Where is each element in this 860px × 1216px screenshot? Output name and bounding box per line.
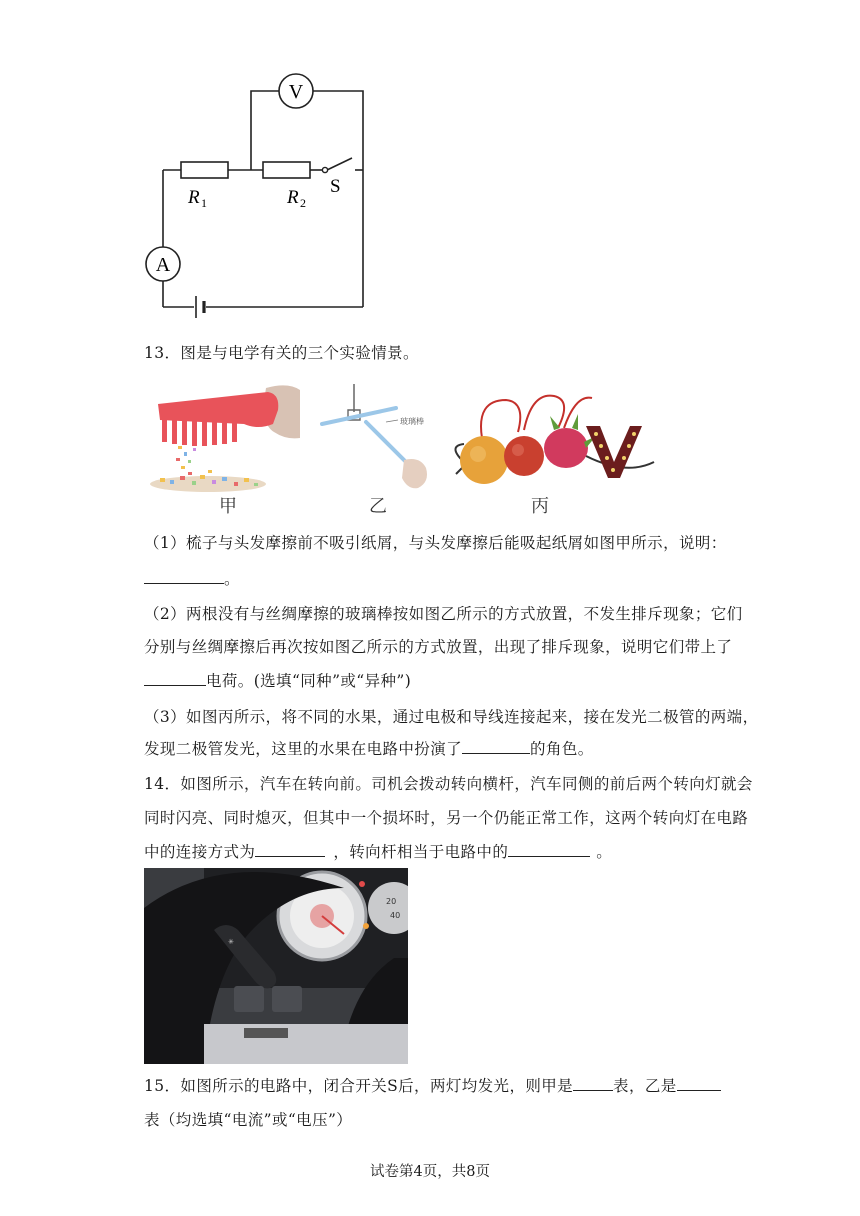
glass-rod-label: 玻璃棒 (400, 417, 424, 426)
svg-text:✳: ✳ (228, 938, 234, 946)
answer-blank[interactable] (144, 671, 206, 686)
figure-label-yi: 乙 (369, 496, 387, 517)
q13-part3-text: 发现二极管发光，这里的水果在电路中扮演了 (144, 740, 463, 758)
resistor-r1 (181, 162, 228, 178)
r1-subscript: 1 (201, 196, 207, 210)
q15-text-b: 表，乙是 (613, 1077, 677, 1095)
answer-blank[interactable] (144, 569, 224, 584)
answer-blank[interactable] (677, 1076, 721, 1091)
q13-part2-end: 电荷。(选填“同种”或“异种”) (206, 672, 412, 690)
answer-blank[interactable] (255, 842, 325, 857)
r2-subscript: 2 (300, 196, 306, 210)
q13-part2-line1: （2）两根没有与丝绸摩擦的玻璃棒按如图乙所示的方式放置，不发生排斥现象；它们 (144, 605, 743, 623)
q15-text-a: 15．如图所示的电路中，闭合开关S后，两灯均发光，则甲是 (144, 1077, 574, 1095)
q14-text-c: 。 (596, 843, 613, 861)
resistor-r2 (263, 162, 310, 178)
comb-paper-figure (148, 380, 300, 492)
figure-label-bing: 丙 (531, 496, 549, 517)
q13-part3-line2 (144, 739, 594, 759)
q13-part1-end: 。 (224, 570, 240, 588)
q14-text-a: 中的连接方式为 (144, 843, 256, 861)
q13-part2-line3 (144, 671, 411, 691)
q13-part1-line2 (144, 569, 240, 589)
q13-part3-line1: （3）如图丙所示，将不同的水果，通过电极和导线连接起来，接在发光二极管的两端， (144, 708, 759, 726)
q13-stem: 13．图是与电学有关的三个实验情景。 (144, 344, 419, 362)
q15-line2: 表（均选填“电流”或“电压”） (144, 1111, 353, 1129)
q13-part1-line1: （1）梳子与头发摩擦前不吸引纸屑，与头发摩擦后能吸起纸屑如图甲所示，说明： (144, 534, 727, 552)
q13-part3-end: 的角色。 (530, 740, 594, 758)
fruit-battery-figure (436, 386, 658, 490)
q14-line3 (144, 842, 612, 862)
gauge-number-bottom: 40 (390, 911, 401, 920)
answer-blank[interactable] (462, 739, 530, 754)
q13-part2-line2: 分别与丝绸摩擦后再次按如图乙所示的方式放置，出现了排斥现象，说明它们带上了 (144, 638, 733, 656)
ammeter-label: A (155, 254, 171, 276)
circuit-diagram (130, 66, 380, 336)
r1-label: R (188, 187, 200, 208)
q14-text-b: ，转向杆相当于电路中的 (333, 843, 509, 861)
q14-line1: 14．如图所示，汽车在转向前。司机会拨动转向横杆，汽车同侧的前后两个转向灯就会 (144, 775, 753, 793)
figure-label-jia: 甲 (219, 496, 237, 517)
q14-line2: 同时闪亮、同时熄灭，但其中一个损坏时，另一个仍能正常工作，这两个转向灯在电路 (144, 809, 749, 827)
switch-label: S (330, 176, 341, 197)
orange-icon (460, 436, 508, 484)
q15-line1 (144, 1076, 721, 1096)
answer-blank[interactable] (573, 1076, 613, 1091)
gauge-number-top: 20 (386, 897, 397, 906)
glass-rods-figure (316, 382, 438, 490)
car-turn-signal-photo (144, 868, 408, 1064)
answer-blank[interactable] (508, 842, 590, 857)
dragon-fruit-icon (544, 428, 588, 468)
apple-icon (504, 436, 544, 476)
page-footer: 试卷第4页，共8页 (370, 1164, 490, 1180)
r2-label: R (287, 187, 299, 208)
voltmeter-label: V (288, 81, 304, 103)
